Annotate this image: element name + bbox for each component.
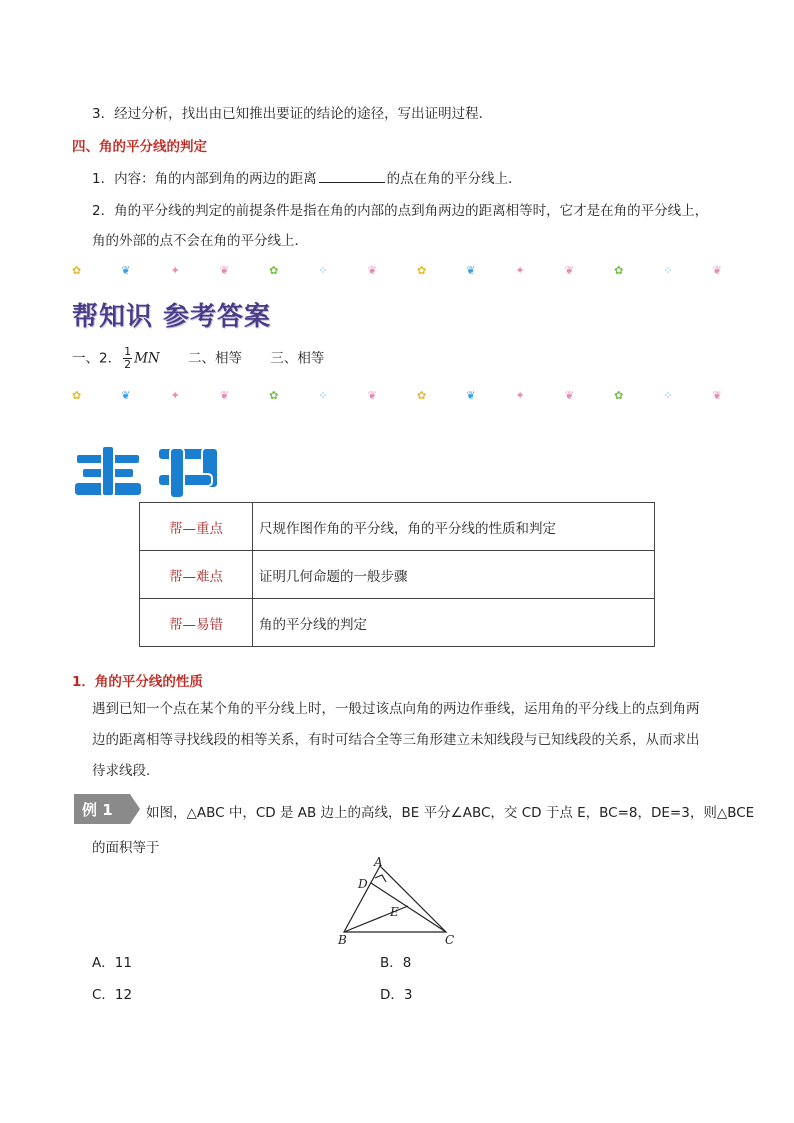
section4-title: 四、角的平分线的判定 (72, 139, 207, 155)
example-line2: 的面积等于 (92, 840, 160, 856)
help-knowledge-heading: 帮知识 参考答案 (72, 302, 272, 332)
table-row (140, 551, 655, 599)
example-line1: 如图，△ABC 中，CD 是 AB 边上的高线，BE 平分∠ABC，交 CD 于点 E，BC=8，DE=3，则△BCE (146, 805, 755, 821)
tip-value: 角的平分线的判定 (253, 599, 655, 647)
label-b: B (338, 933, 347, 947)
tip-key: 帮—易错 (140, 599, 253, 647)
section1-body: 遇到已知一个点在某个角的平分线上时，一般过该点向角的两边作垂线，运用角的平分线上的点到角两边的距离相等寻找线段的相等关系，有时可结合全等三角形建立未知线段与已知线段的关系，从而求出待求线段． (92, 701, 700, 779)
label-d: D (358, 877, 368, 891)
option-d: D．3 (380, 987, 413, 1003)
step3-text: 3．经过分析，找出由已知推出要证的结论的途径，写出证明过程． (92, 106, 493, 122)
butterfly-divider: ✿ ❦ ✦ ❦ ✿ ⁘ ❦ ✿ ❦ ✦ ❦ ✿ ⁘ ❦ (72, 263, 722, 277)
mn-var: MN (134, 350, 160, 367)
fill-blank (319, 170, 385, 183)
answers-prefix: 一、2． (72, 350, 122, 367)
table-row (140, 503, 655, 551)
item2-line2: 角的外部的点不会在角的平分线上． (92, 233, 308, 249)
butterfly-divider-2: ✿ ❦ ✦ ❦ ✿ ⁘ ❦ ✿ ❦ ✦ ❦ ✿ ⁘ ❦ (72, 388, 722, 402)
triangle-figure (330, 856, 465, 948)
bang-logo (72, 440, 232, 502)
section1-title: 1．角的平分线的性质 (72, 674, 203, 690)
item1-text (92, 167, 522, 187)
fraction: $\frac{1}{2}$ (124, 345, 132, 371)
label-e: E (390, 905, 399, 919)
tip-key: 帮—重点 (140, 503, 253, 551)
item1-suffix: 的点在角的平分线上． (386, 171, 522, 187)
item2-line1: 2．角的平分线的判定的前提条件是指在角的内部的点到角两边的距离相等时，它才是在角的平分线上， (92, 203, 709, 219)
label-a: A (374, 856, 383, 869)
tips-table (139, 502, 655, 647)
answer-part2: 二、相等 (188, 350, 243, 367)
example-tag-label: 例 1 (82, 801, 113, 819)
answers-line (72, 346, 324, 371)
tip-key: 帮—难点 (140, 551, 253, 599)
option-b: B．8 (380, 955, 412, 971)
tip-value: 尺规作图作角的平分线，角的平分线的性质和判定 (253, 503, 655, 551)
table-row (140, 599, 655, 647)
tip-value: 证明几何命题的一般步骤 (253, 551, 655, 599)
option-c: C．12 (92, 987, 133, 1003)
label-c: C (445, 933, 455, 947)
item1-prefix: 1．内容：角的内部到角的两边的距离 (92, 171, 317, 187)
answer-part3: 三、相等 (270, 350, 325, 367)
option-a: A．11 (92, 955, 132, 971)
